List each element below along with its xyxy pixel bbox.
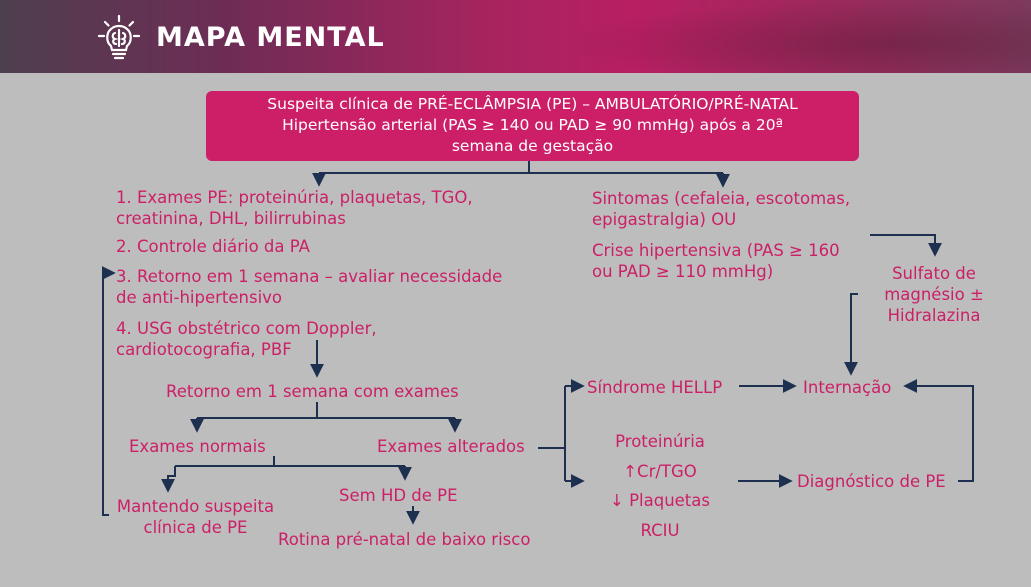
pe-criteria <box>590 427 730 545</box>
hospital-admission: Internação <box>803 378 892 397</box>
keep-suspicion-line-1: Mantendo suspeita <box>116 497 275 516</box>
step-3-line-2: de anti-hipertensivo <box>116 288 283 307</box>
step-4-line-1: 4. USG obstétrico com Doppler, <box>116 319 377 338</box>
symptoms-line-2: epigastralgia) OU <box>592 210 737 229</box>
criteria-cr-tgo: ↑Cr/TGO <box>623 461 697 481</box>
hellp-syndrome: Síndrome HELLP <box>587 378 723 397</box>
crisis-line-2: ou PAD ≥ 110 mmHg) <box>592 262 774 281</box>
step-3-return <box>116 266 502 308</box>
criteria-proteinuria: Proteinúria <box>615 432 705 451</box>
pe-gestation-week: semana de gestação <box>451 137 614 155</box>
sulfate-line-1: Sulfato de <box>892 264 976 283</box>
step-4-line-2: cardiotocografia, PBF <box>116 340 292 359</box>
keep-suspicion-line-2: clínica de PE <box>143 518 248 537</box>
symptoms <box>592 188 850 230</box>
pe-hypertension-definition: Hipertensão arterial (PAS ≥ 140 ou PAD ≥ 90 mmHg) após a 20ª <box>282 116 783 134</box>
low-risk-prenatal: Rotina pré-natal de baixo risco <box>278 530 531 549</box>
sulfate-line-3: Hidralazina <box>887 306 981 325</box>
altered-exams: Exames alterados <box>377 437 525 456</box>
step-1-line-1: 1. Exames PE: proteinúria, plaquetas, TGO, <box>116 188 473 207</box>
symptoms-line-1: Sintomas (cefaleia, escotomas, <box>592 189 851 208</box>
page-title: MAPA MENTAL <box>156 22 385 53</box>
criteria-platelets: ↓ Plaquetas <box>610 491 710 510</box>
normal-exams: Exames normais <box>129 437 266 456</box>
step-2-bp-control: 2. Controle diário da PA <box>116 237 310 256</box>
keep-pe-suspicion <box>108 496 283 538</box>
pe-diagnosis: Diagnóstico de PE <box>797 472 946 491</box>
return-with-exams: Retorno em 1 semana com exames <box>166 382 459 401</box>
no-pe-diagnosis: Sem HD de PE <box>339 486 458 505</box>
pe-suspicion-title: Suspeita clínica de PRÉ-ECLÂMPSIA (PE) – AMBULATÓRIO/PRÉ-NATAL <box>267 95 798 113</box>
step-4-ultrasound <box>116 318 377 360</box>
criteria-rciu: RCIU <box>640 520 680 540</box>
magnesium-sulfate <box>870 263 998 326</box>
pe-suspicion-box <box>206 91 859 161</box>
step-3-line-1: 3. Retorno em 1 semana – avaliar necessidade <box>116 267 503 286</box>
step-1-line-2: creatinina, DHL, bilirrubinas <box>116 209 346 228</box>
hypertensive-crisis <box>592 240 840 282</box>
crisis-line-1: Crise hipertensiva (PAS ≥ 160 <box>592 241 840 260</box>
sulfate-line-2: magnésio ± <box>884 285 984 304</box>
step-1-exams <box>116 187 473 229</box>
